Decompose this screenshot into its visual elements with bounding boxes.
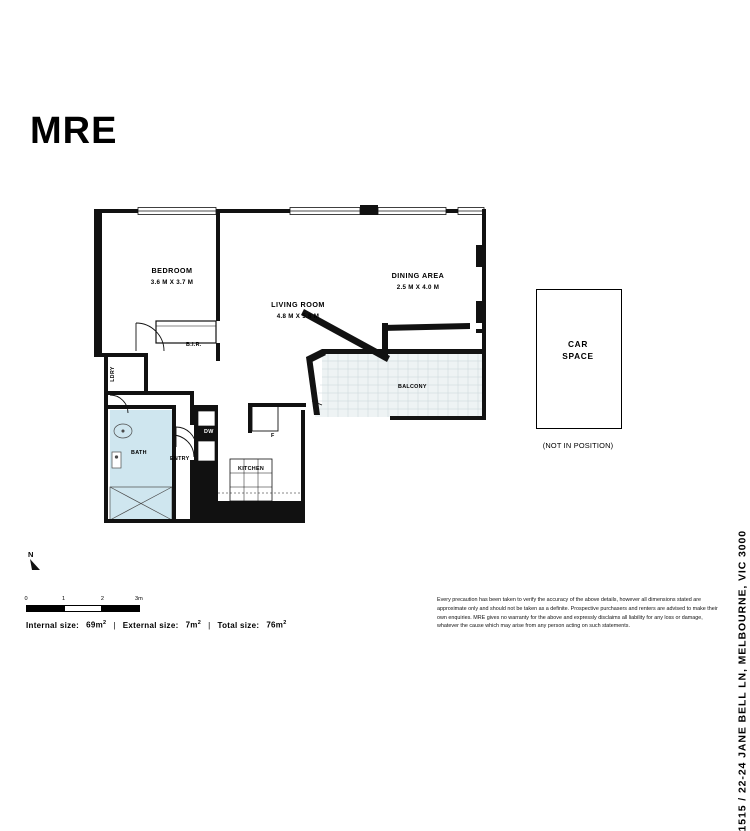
room-name-dining: DINING AREA	[391, 271, 445, 280]
room-label-bath: BATH	[131, 450, 147, 456]
room-label-dining	[364, 271, 472, 293]
room-dims-bedroom: 3.6 M X 3.7 M	[150, 278, 194, 286]
scale-bar-graphic	[26, 605, 140, 612]
total-size-value: $76m^2$	[266, 620, 287, 630]
scale-seg-2	[65, 606, 103, 611]
scale-seg-3	[102, 606, 139, 611]
north-arrow	[28, 550, 54, 578]
room-label-bedroom	[122, 266, 222, 288]
room-label-balcony: BALCONY	[398, 384, 427, 390]
internal-size-value: $69m^2$	[86, 620, 107, 630]
room-label-entry: ENTRY	[170, 456, 190, 462]
internal-size-label: Internal size:	[26, 620, 80, 630]
floorplan-drawing	[90, 205, 500, 535]
size-summary	[26, 620, 287, 630]
room-dims-living: 4.8 M X 5.8 M	[276, 312, 320, 320]
room-label-living	[243, 300, 353, 322]
car-space-label	[536, 338, 620, 362]
external-size-label: External size:	[122, 620, 179, 630]
scale-tick-2: 2	[100, 596, 104, 602]
car-space-line2: SPACE	[562, 351, 594, 362]
car-space-note: (NOT IN POSITION)	[542, 441, 614, 450]
north-label: N	[28, 550, 34, 559]
room-name-living: LIVING ROOM	[271, 300, 325, 309]
brand-logo: MRE	[30, 110, 118, 152]
total-size-label: Total size:	[217, 620, 260, 630]
fixture-label-laundry: LDRY	[109, 366, 116, 382]
scale-tick-3: 3m	[134, 596, 143, 602]
north-arrow-icon	[28, 557, 50, 577]
room-dims-dining: 2.5 M X 4.0 M	[396, 283, 440, 291]
car-space-line1: CAR	[567, 339, 589, 349]
scale-seg-1	[27, 606, 65, 611]
fixture-label-fridge: F	[271, 433, 275, 439]
room-name-bedroom: BEDROOM	[151, 266, 193, 275]
scale-tick-1: 1	[62, 596, 66, 602]
scale-ticks	[24, 596, 143, 604]
scale-tick-0: 0	[24, 596, 28, 602]
room-label-kitchen: KITCHEN	[238, 466, 265, 472]
disclaimer-text: Every precaution has been taken to verify the accuracy of the above details, however all dimensions stated are approximate only and should not be taken as a definite. Prospective purchasers and renters are advised to make their own enquiries. MRE gives no warranty for the above and expressly disclaims all liability for any loss or damage, whatever the cause which may arise from any person acting on such statements.	[437, 597, 718, 630]
size-separator-2: |	[208, 620, 211, 630]
size-separator-1: |	[113, 620, 116, 630]
fixture-label-dishwasher: DW	[204, 429, 214, 435]
external-size-value: $7m^2$	[185, 620, 202, 630]
property-address: 1515 / 22-24 JANE BELL LN, MELBOURNE, VIC 3000	[736, 530, 748, 831]
room-label-bir: B.I.R.	[186, 342, 202, 348]
scale-bar	[24, 596, 143, 612]
